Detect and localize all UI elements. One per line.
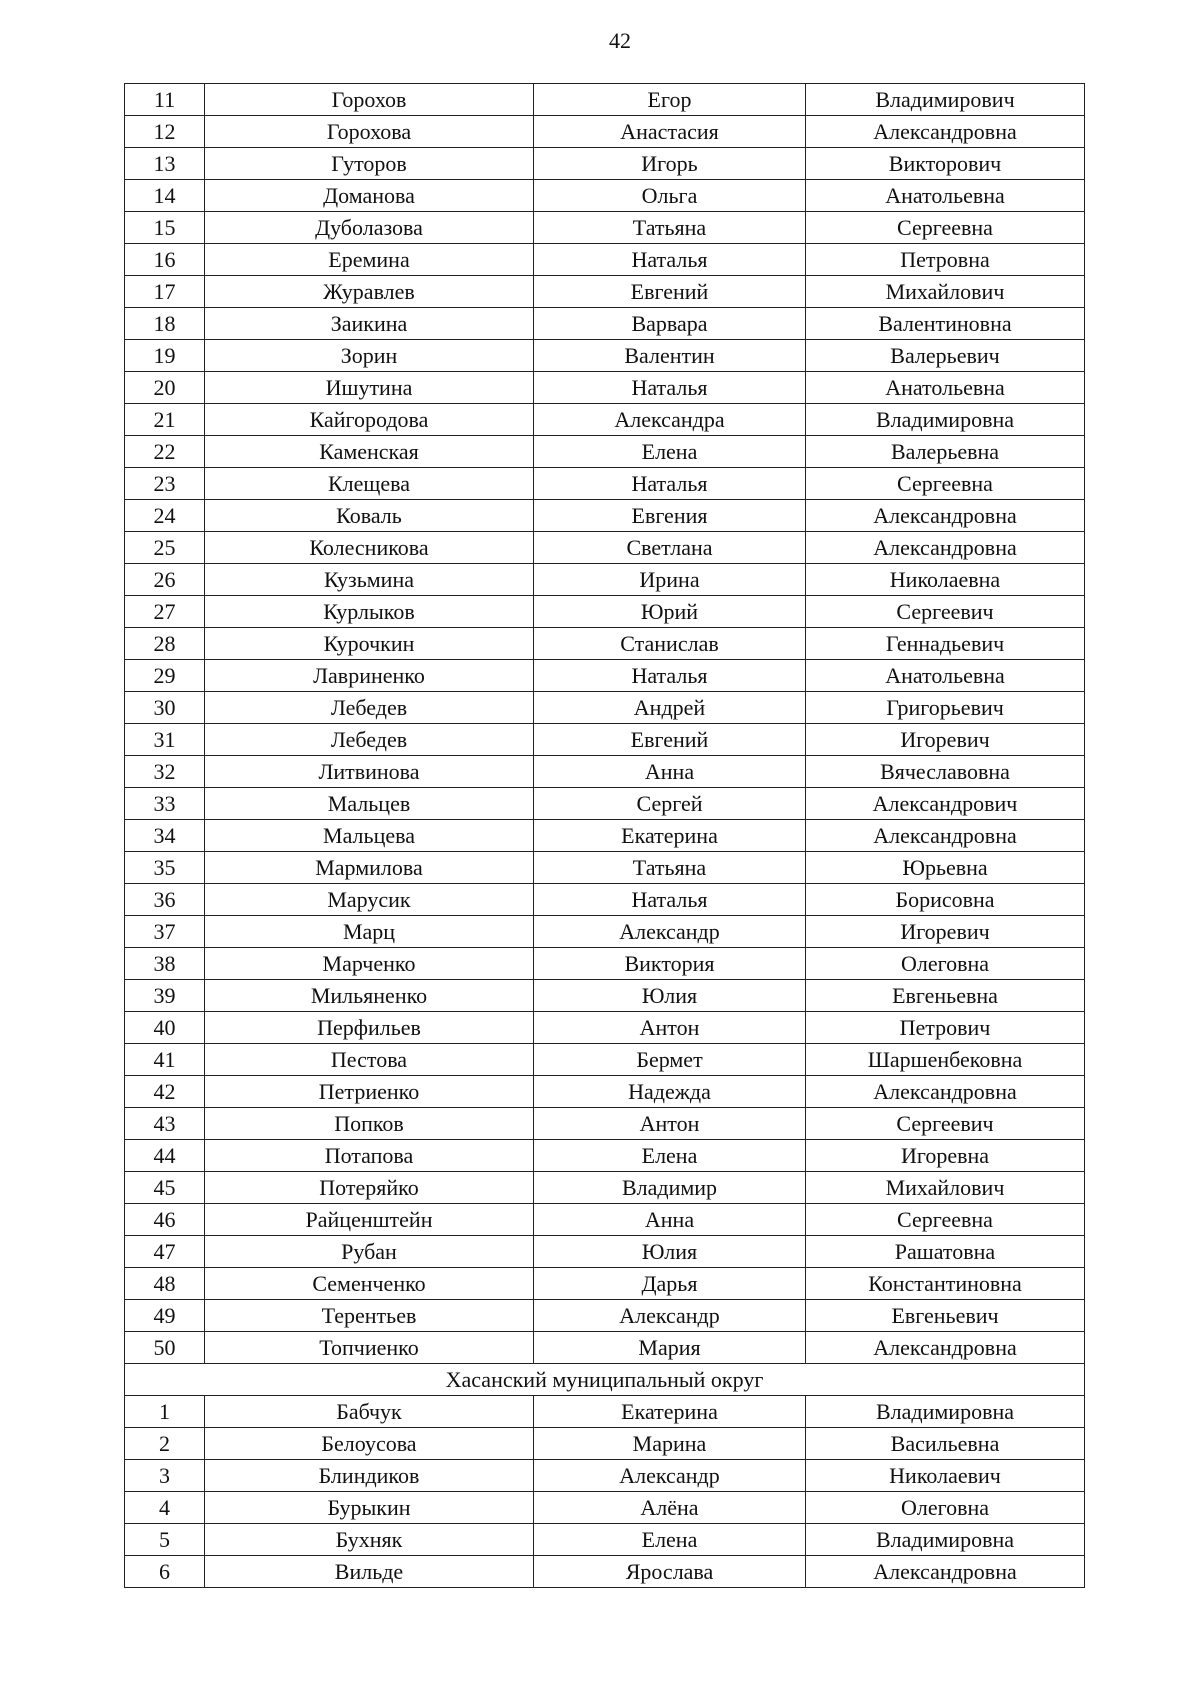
- last-name: Кузьмина: [205, 564, 534, 596]
- patronymic: Сергеевич: [806, 596, 1085, 628]
- table-row: [125, 788, 1085, 820]
- first-name: Александр: [534, 916, 806, 948]
- last-name: Коваль: [205, 500, 534, 532]
- table-row: [125, 276, 1085, 308]
- patronymic: Николаевич: [806, 1460, 1085, 1492]
- table-row: [125, 1492, 1085, 1524]
- last-name: Бурыкин: [205, 1492, 534, 1524]
- last-name: Попков: [205, 1108, 534, 1140]
- table-row: [125, 596, 1085, 628]
- patronymic: Александрович: [806, 788, 1085, 820]
- last-name: Рубан: [205, 1236, 534, 1268]
- last-name: Ишутина: [205, 372, 534, 404]
- first-name: Наталья: [534, 660, 806, 692]
- table-row: [125, 1236, 1085, 1268]
- patronymic: Сергеевна: [806, 468, 1085, 500]
- table-row: [125, 1172, 1085, 1204]
- patronymic: Владимировна: [806, 404, 1085, 436]
- patronymic: Анатольевна: [806, 372, 1085, 404]
- table-row: [125, 1108, 1085, 1140]
- patronymic: Игоревич: [806, 724, 1085, 756]
- row-number: 27: [125, 596, 205, 628]
- table-row: [125, 980, 1085, 1012]
- table-row: [125, 212, 1085, 244]
- last-name: Дуболазова: [205, 212, 534, 244]
- first-name: Виктория: [534, 948, 806, 980]
- last-name: Лавриненко: [205, 660, 534, 692]
- last-name: Мальцев: [205, 788, 534, 820]
- patronymic: Владимировна: [806, 1524, 1085, 1556]
- patronymic: Вячеславовна: [806, 756, 1085, 788]
- first-name: Юрий: [534, 596, 806, 628]
- table-row: [125, 1044, 1085, 1076]
- patronymic: Геннадьевич: [806, 628, 1085, 660]
- first-name: Юлия: [534, 980, 806, 1012]
- section-block: [125, 1364, 1085, 1396]
- first-name: Игорь: [534, 148, 806, 180]
- last-name: Мальцева: [205, 820, 534, 852]
- last-name: Райценштейн: [205, 1204, 534, 1236]
- section-heading: Хасанский муниципальный округ: [125, 1364, 1085, 1396]
- table-row: [125, 532, 1085, 564]
- last-name: Журавлев: [205, 276, 534, 308]
- last-name: Потеряйко: [205, 1172, 534, 1204]
- row-number: 26: [125, 564, 205, 596]
- row-number: 5: [125, 1524, 205, 1556]
- table-row: [125, 1204, 1085, 1236]
- table-row: [125, 564, 1085, 596]
- row-number: 48: [125, 1268, 205, 1300]
- patronymic: Евгеньевна: [806, 980, 1085, 1012]
- last-name: Литвинова: [205, 756, 534, 788]
- row-number: 12: [125, 116, 205, 148]
- row-number: 6: [125, 1556, 205, 1588]
- last-name: Лебедев: [205, 692, 534, 724]
- patronymic: Олеговна: [806, 1492, 1085, 1524]
- patronymic: Юрьевна: [806, 852, 1085, 884]
- table-row: [125, 1524, 1085, 1556]
- first-name: Антон: [534, 1108, 806, 1140]
- table-row: [125, 948, 1085, 980]
- table-row: [125, 1076, 1085, 1108]
- row-number: 50: [125, 1332, 205, 1364]
- table-row: [125, 308, 1085, 340]
- last-name: Мармилова: [205, 852, 534, 884]
- patronymic: Игоревич: [806, 916, 1085, 948]
- table-row: [125, 1140, 1085, 1172]
- first-name: Андрей: [534, 692, 806, 724]
- first-name: Марина: [534, 1428, 806, 1460]
- table-row: [125, 436, 1085, 468]
- row-number: 35: [125, 852, 205, 884]
- row-number: 32: [125, 756, 205, 788]
- patronymic: Григорьевич: [806, 692, 1085, 724]
- first-name: Сергей: [534, 788, 806, 820]
- last-name: Горохов: [205, 84, 534, 116]
- table-row: [125, 340, 1085, 372]
- table-row: [125, 1460, 1085, 1492]
- patronymic: Рашатовна: [806, 1236, 1085, 1268]
- table-row: [125, 820, 1085, 852]
- patronymic: Владимирович: [806, 84, 1085, 116]
- patronymic: Александровна: [806, 1332, 1085, 1364]
- table-row: [125, 404, 1085, 436]
- first-name: Алёна: [534, 1492, 806, 1524]
- first-name: Антон: [534, 1012, 806, 1044]
- last-name: Терентьев: [205, 1300, 534, 1332]
- row-number: 40: [125, 1012, 205, 1044]
- row-number: 39: [125, 980, 205, 1012]
- last-name: Заикина: [205, 308, 534, 340]
- first-name: Александр: [534, 1460, 806, 1492]
- row-number: 13: [125, 148, 205, 180]
- first-name: Надежда: [534, 1076, 806, 1108]
- first-name: Татьяна: [534, 852, 806, 884]
- first-name: Екатерина: [534, 1396, 806, 1428]
- last-name: Мильяненко: [205, 980, 534, 1012]
- patronymic: Александровна: [806, 116, 1085, 148]
- first-name: Дарья: [534, 1268, 806, 1300]
- first-name: Евгений: [534, 276, 806, 308]
- first-name: Елена: [534, 1524, 806, 1556]
- patronymic: Константиновна: [806, 1268, 1085, 1300]
- first-name: Валентин: [534, 340, 806, 372]
- last-name: Белоусова: [205, 1428, 534, 1460]
- first-name: Мария: [534, 1332, 806, 1364]
- patronymic: Валерьевна: [806, 436, 1085, 468]
- patronymic: Петрович: [806, 1012, 1085, 1044]
- table-row: [125, 1556, 1085, 1588]
- row-number: 17: [125, 276, 205, 308]
- row-number: 22: [125, 436, 205, 468]
- row-number: 41: [125, 1044, 205, 1076]
- table-row: [125, 116, 1085, 148]
- last-name: Курочкин: [205, 628, 534, 660]
- last-name: Доманова: [205, 180, 534, 212]
- row-number: 4: [125, 1492, 205, 1524]
- row-number: 29: [125, 660, 205, 692]
- patronymic: Александровна: [806, 532, 1085, 564]
- row-number: 16: [125, 244, 205, 276]
- row-number: 24: [125, 500, 205, 532]
- last-name: Перфильев: [205, 1012, 534, 1044]
- first-name: Наталья: [534, 468, 806, 500]
- first-name: Бермет: [534, 1044, 806, 1076]
- last-name: Марченко: [205, 948, 534, 980]
- row-number: 25: [125, 532, 205, 564]
- row-number: 3: [125, 1460, 205, 1492]
- table-row: [125, 84, 1085, 116]
- last-name: Бабчук: [205, 1396, 534, 1428]
- table-body-part2: [125, 1396, 1085, 1588]
- first-name: Анна: [534, 756, 806, 788]
- patronymic: Олеговна: [806, 948, 1085, 980]
- row-number: 36: [125, 884, 205, 916]
- first-name: Елена: [534, 1140, 806, 1172]
- row-number: 2: [125, 1428, 205, 1460]
- row-number: 42: [125, 1076, 205, 1108]
- row-number: 43: [125, 1108, 205, 1140]
- first-name: Татьяна: [534, 212, 806, 244]
- row-number: 18: [125, 308, 205, 340]
- first-name: Александра: [534, 404, 806, 436]
- patronymic: Васильевна: [806, 1428, 1085, 1460]
- table-row: [125, 756, 1085, 788]
- table-row: [125, 660, 1085, 692]
- table-row: [125, 372, 1085, 404]
- last-name: Лебедев: [205, 724, 534, 756]
- row-number: 20: [125, 372, 205, 404]
- table-body-part1: [125, 84, 1085, 1364]
- section-row: [125, 1364, 1085, 1396]
- patronymic: Шаршенбековна: [806, 1044, 1085, 1076]
- last-name: Каменская: [205, 436, 534, 468]
- last-name: Кайгородова: [205, 404, 534, 436]
- table-row: [125, 1332, 1085, 1364]
- first-name: Евгений: [534, 724, 806, 756]
- patronymic: Анатольевна: [806, 660, 1085, 692]
- first-name: Варвара: [534, 308, 806, 340]
- row-number: 30: [125, 692, 205, 724]
- participants-table: [124, 83, 1085, 1588]
- row-number: 28: [125, 628, 205, 660]
- last-name: Семенченко: [205, 1268, 534, 1300]
- first-name: Елена: [534, 436, 806, 468]
- patronymic: Михайлович: [806, 1172, 1085, 1204]
- row-number: 45: [125, 1172, 205, 1204]
- last-name: Вильде: [205, 1556, 534, 1588]
- row-number: 46: [125, 1204, 205, 1236]
- table-row: [125, 148, 1085, 180]
- last-name: Потапова: [205, 1140, 534, 1172]
- table-row: [125, 692, 1085, 724]
- first-name: Наталья: [534, 244, 806, 276]
- last-name: Зорин: [205, 340, 534, 372]
- first-name: Анна: [534, 1204, 806, 1236]
- table-row: [125, 724, 1085, 756]
- patronymic: Петровна: [806, 244, 1085, 276]
- row-number: 1: [125, 1396, 205, 1428]
- first-name: Светлана: [534, 532, 806, 564]
- row-number: 49: [125, 1300, 205, 1332]
- last-name: Курлыков: [205, 596, 534, 628]
- row-number: 15: [125, 212, 205, 244]
- first-name: Станислав: [534, 628, 806, 660]
- table-row: [125, 180, 1085, 212]
- patronymic: Валерьевич: [806, 340, 1085, 372]
- first-name: Наталья: [534, 884, 806, 916]
- patronymic: Михайлович: [806, 276, 1085, 308]
- row-number: 37: [125, 916, 205, 948]
- row-number: 47: [125, 1236, 205, 1268]
- table-row: [125, 884, 1085, 916]
- last-name: Бухняк: [205, 1524, 534, 1556]
- patronymic: Сергеевна: [806, 1204, 1085, 1236]
- table-row: [125, 916, 1085, 948]
- row-number: 38: [125, 948, 205, 980]
- last-name: Еремина: [205, 244, 534, 276]
- first-name: Евгения: [534, 500, 806, 532]
- row-number: 11: [125, 84, 205, 116]
- patronymic: Александровна: [806, 820, 1085, 852]
- patronymic: Александровна: [806, 500, 1085, 532]
- first-name: Наталья: [534, 372, 806, 404]
- table-row: [125, 1268, 1085, 1300]
- last-name: Пестова: [205, 1044, 534, 1076]
- first-name: Ирина: [534, 564, 806, 596]
- patronymic: Александровна: [806, 1556, 1085, 1588]
- table-row: [125, 1396, 1085, 1428]
- table-row: [125, 1428, 1085, 1460]
- first-name: Анастасия: [534, 116, 806, 148]
- page-number: 42: [609, 28, 631, 53]
- patronymic: Сергеевна: [806, 212, 1085, 244]
- row-number: 34: [125, 820, 205, 852]
- row-number: 14: [125, 180, 205, 212]
- last-name: Гуторов: [205, 148, 534, 180]
- patronymic: Игоревна: [806, 1140, 1085, 1172]
- patronymic: Николаевна: [806, 564, 1085, 596]
- first-name: Ярослава: [534, 1556, 806, 1588]
- table-row: [125, 1300, 1085, 1332]
- row-number: 21: [125, 404, 205, 436]
- patronymic: Борисовна: [806, 884, 1085, 916]
- patronymic: Евгеньевич: [806, 1300, 1085, 1332]
- last-name: Топчиенко: [205, 1332, 534, 1364]
- last-name: Колесникова: [205, 532, 534, 564]
- table-row: [125, 1012, 1085, 1044]
- first-name: Александр: [534, 1300, 806, 1332]
- table-row: [125, 500, 1085, 532]
- first-name: Владимир: [534, 1172, 806, 1204]
- patronymic: Анатольевна: [806, 180, 1085, 212]
- last-name: Горохова: [205, 116, 534, 148]
- table-row: [125, 628, 1085, 660]
- patronymic: Александровна: [806, 1076, 1085, 1108]
- table-row: [125, 468, 1085, 500]
- patronymic: Викторович: [806, 148, 1085, 180]
- patronymic: Сергеевич: [806, 1108, 1085, 1140]
- first-name: Юлия: [534, 1236, 806, 1268]
- first-name: Ольга: [534, 180, 806, 212]
- table-row: [125, 244, 1085, 276]
- last-name: Петриенко: [205, 1076, 534, 1108]
- row-number: 44: [125, 1140, 205, 1172]
- table-row: [125, 852, 1085, 884]
- last-name: Блиндиков: [205, 1460, 534, 1492]
- row-number: 23: [125, 468, 205, 500]
- first-name: Егор: [534, 84, 806, 116]
- row-number: 33: [125, 788, 205, 820]
- first-name: Екатерина: [534, 820, 806, 852]
- patronymic: Валентиновна: [806, 308, 1085, 340]
- row-number: 19: [125, 340, 205, 372]
- patronymic: Владимировна: [806, 1396, 1085, 1428]
- row-number: 31: [125, 724, 205, 756]
- last-name: Марусик: [205, 884, 534, 916]
- last-name: Марц: [205, 916, 534, 948]
- last-name: Клещева: [205, 468, 534, 500]
